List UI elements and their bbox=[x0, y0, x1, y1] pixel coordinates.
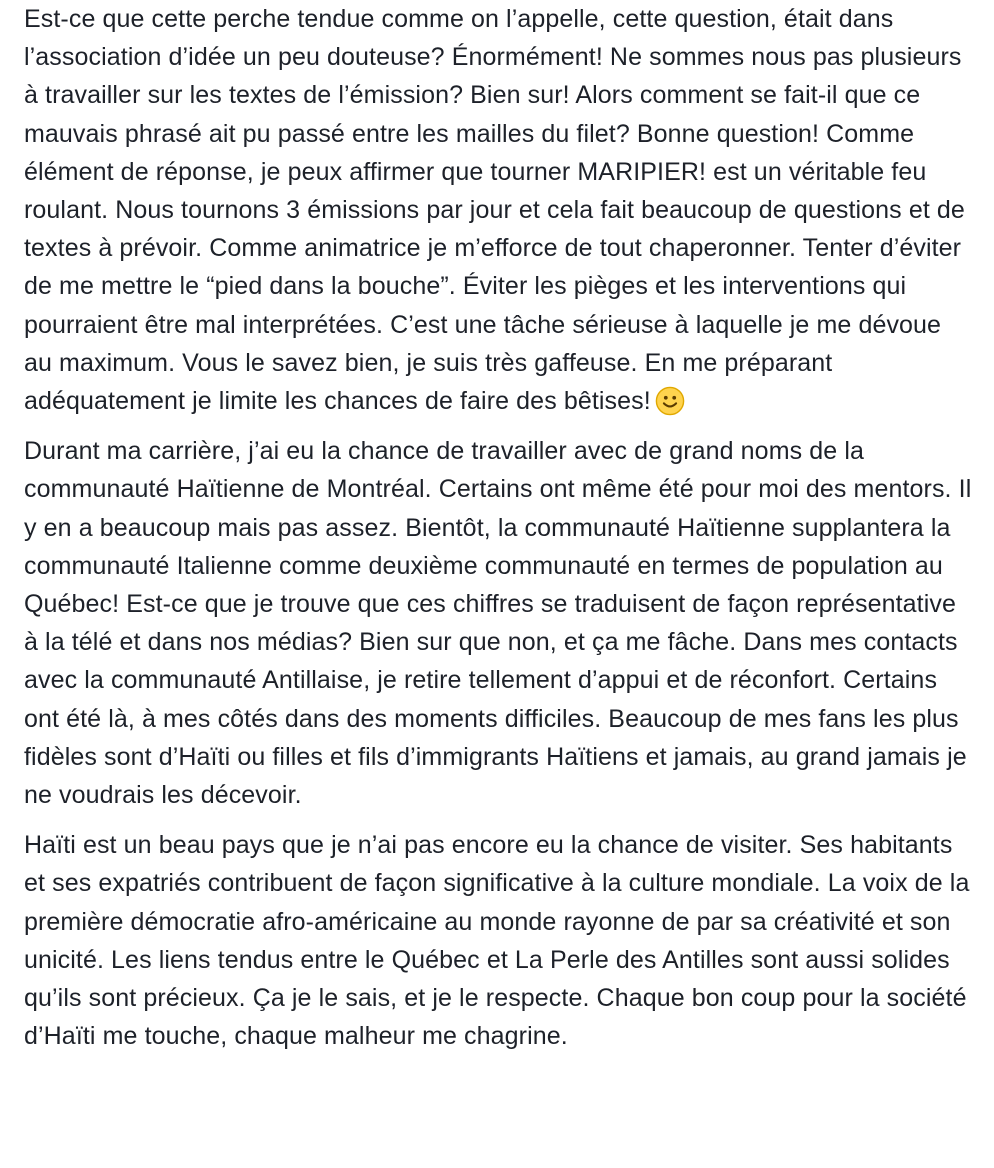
paragraph-3 bbox=[24, 826, 976, 1055]
paragraph-1 bbox=[24, 0, 976, 420]
smile-emoji-icon bbox=[655, 386, 685, 416]
paragraph-2-text: Durant ma carrière, j’ai eu la chance de travailler avec de grand noms de la communauté Haïtienne de Montréal. Certains ont même été pour moi des mentors. Il y en a beaucoup mais pas assez. Bientôt, la communauté Haïtienne supplantera la communauté Italienne comme deuxième communauté en termes de population au Québec! Est-ce que je trouve que ces chiffres se traduisent de façon représentative à la télé et dans nos médias? Bien sur que non, et ça me fâche. Dans mes contacts avec la communauté Antillaise, je retire tellement d’appui et de réconfort. Certains ont été là, à mes côtés dans des moments difficiles. Beaucoup de mes fans les plus fidèles sont d’Haïti ou filles et fils d’immigrants Haïtiens et jamais, au grand jamais je ne voudrais les décevoir. bbox=[24, 437, 972, 810]
paragraph-1-text: Est-ce que cette perche tendue comme on l’appelle, cette question, était dans l’association d’idée un peu douteuse? Énormément! Ne sommes nous pas plusieurs à travailler sur les textes de l’émission? Bien sur! Alors comment se fait-il que ce mauvais phrasé ait pu passé entre les mailles du filet? Bonne question! Comme élément de réponse, je peux affirmer que tourner MARIPIER! est un véritable feu roulant. Nous tournons 3 émissions par jour et cela fait beaucoup de questions et de textes à prévoir. Comme animatrice je m’efforce de tout chaperonner. Tenter d’éviter de me mettre le “pied dans la bouche”. Éviter les pièges et les interventions qui pourraient être mal interprétées. C’est une tâche sérieuse à laquelle je me dévoue au maximum. Vous le savez bien, je suis très gaffeuse. En me préparant adéquatement je limite les chances de faire des bêtises! bbox=[24, 5, 965, 416]
paragraph-2 bbox=[24, 432, 976, 814]
paragraph-3-text: Haïti est un beau pays que je n’ai pas encore eu la chance de visiter. Ses habitants et ses expatriés contribuent de façon significative à la culture mondiale. La voix de la première démocratie afro-américaine au monde rayonne de par sa créativité et son unicité. Les liens tendus entre le Québec et La Perle des Antilles sont aussi solides qu’ils sont précieux. Ça je le sais, et je le respecte. Chaque bon coup pour la société d’Haïti me touche, chaque malheur me chagrine. bbox=[24, 831, 970, 1051]
